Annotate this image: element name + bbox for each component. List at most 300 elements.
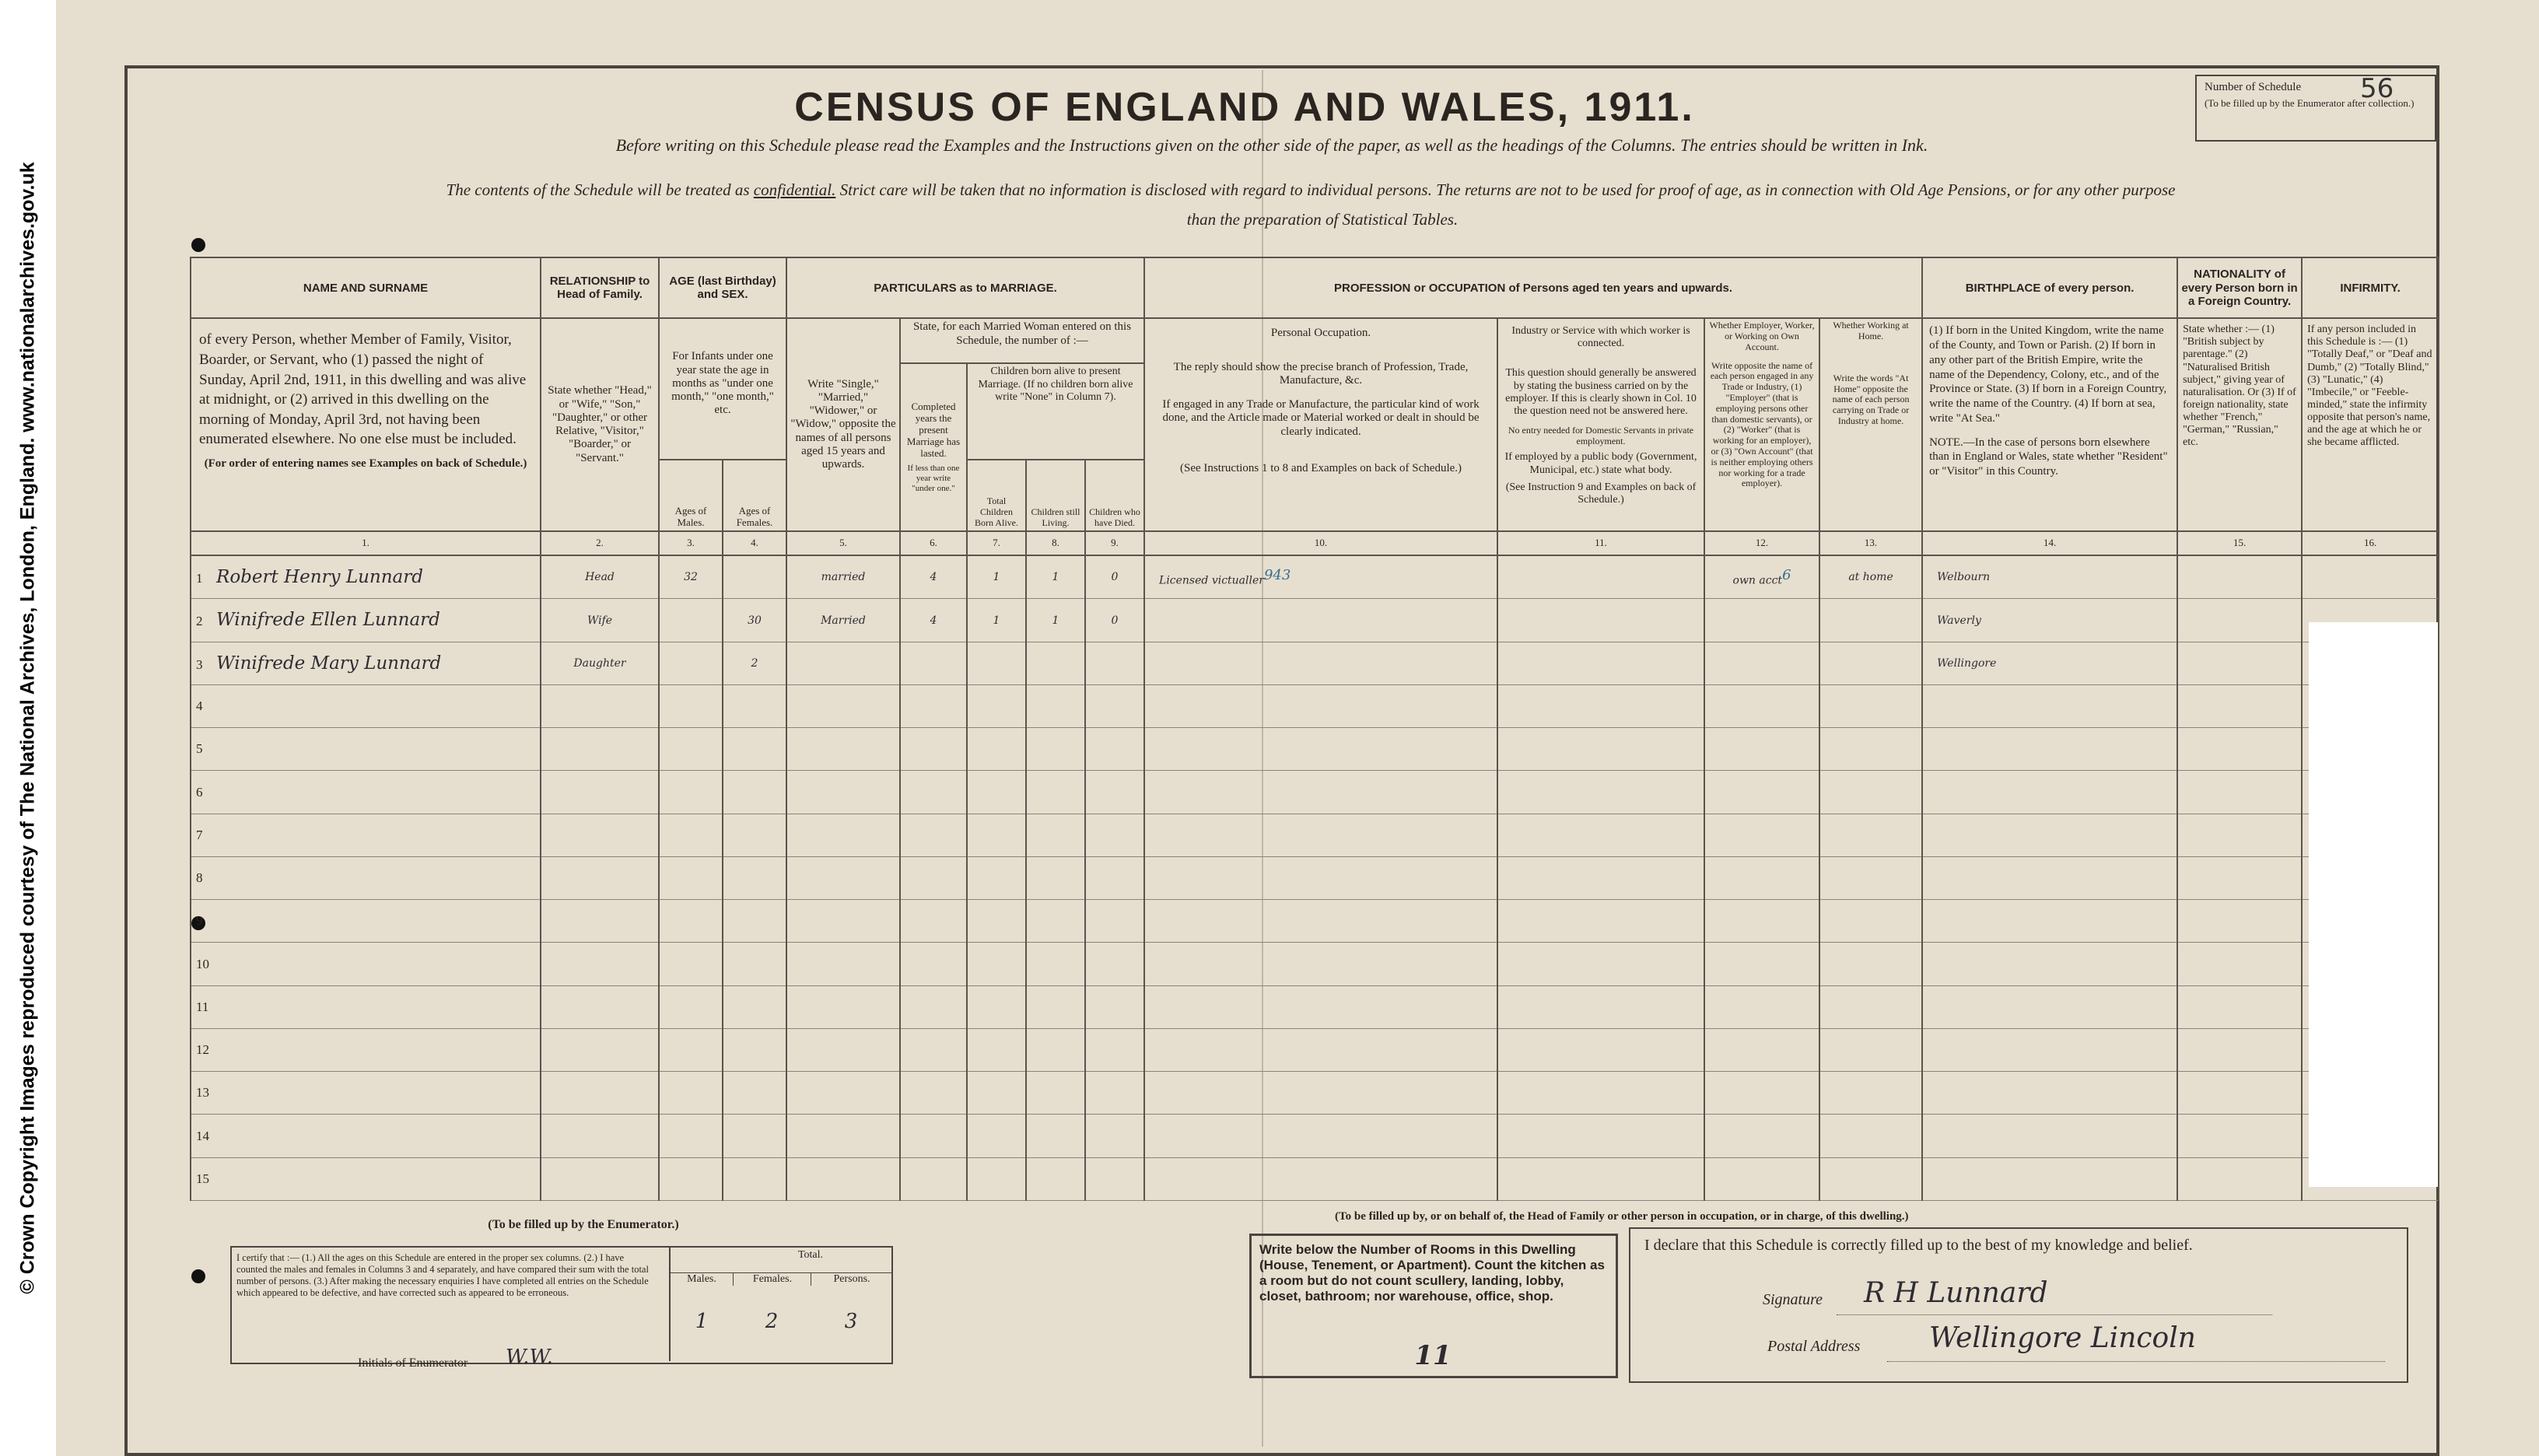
empty-cell xyxy=(659,684,723,727)
empty-cell xyxy=(900,1115,967,1157)
table-row xyxy=(191,555,2439,599)
birthplace-value: Welbourn xyxy=(1937,571,1991,584)
empty-cell xyxy=(1497,1157,1704,1200)
empty-cell xyxy=(1922,985,2177,1028)
empty-cell xyxy=(1026,943,1085,985)
empty-cell xyxy=(541,1072,659,1115)
empty-cell xyxy=(900,943,967,985)
table-row xyxy=(191,642,2439,684)
desc-industry-text: This question should generally be answered by stating the business carried on by the employer. If this is clearly shown in Col. 10 the question need not be answered here. xyxy=(1505,367,1697,417)
desc-occupation-trade: If engaged in any Trade or Manufacture, the particular kind of work done, and the Article made or Material worked or dealt in should be clearly indicated. xyxy=(1162,398,1480,438)
row-number: 4 xyxy=(196,698,203,714)
empty-cell xyxy=(1497,856,1704,899)
enumerator-initials-label: Initials of Enumerator xyxy=(358,1356,468,1370)
empty-cell xyxy=(1085,814,1144,856)
empty-cell xyxy=(1026,1115,1085,1157)
empty-cell xyxy=(1085,856,1144,899)
born-value: 1 xyxy=(993,614,1000,627)
born-value: 1 xyxy=(993,571,1000,584)
empty-cell xyxy=(1819,1072,1922,1115)
instruction-confidential-b: confidential. xyxy=(753,180,836,199)
name-cell xyxy=(191,1028,541,1071)
name-cell xyxy=(191,985,541,1028)
empty-cell xyxy=(659,728,723,771)
empty-cell xyxy=(723,900,786,943)
empty-cell xyxy=(786,985,900,1028)
empty-cell xyxy=(2177,814,2302,856)
column-number: 12. xyxy=(1704,531,1819,555)
empty-cell xyxy=(967,1072,1026,1115)
empty-cell xyxy=(1497,1072,1704,1115)
occupation-cell xyxy=(1144,642,1497,684)
row-number: 9 xyxy=(196,913,203,929)
instruction-confidential xyxy=(194,180,2427,200)
person-name: Winifrede Mary Lunnard xyxy=(216,653,442,674)
desc-name-text: of every Person, whether Member of Family, Visitor, Boarder, or Servant, who (1) passed the night of Sunday, April 2nd, 1911, in this dwelling and was alive at midnight, or (2) arrived in this dwelling on the morning of Monday, April 3rd, not having been enumerated elsewhere. No one else must be included. xyxy=(199,331,527,448)
column-number: 4. xyxy=(723,531,786,555)
age-male-value: 32 xyxy=(684,571,698,584)
empty-cell xyxy=(1497,943,1704,985)
died-cell xyxy=(1085,555,1144,599)
name-cell xyxy=(191,771,541,814)
empty-cell xyxy=(967,985,1026,1028)
empty-cell xyxy=(541,900,659,943)
person-name: Winifrede Ellen Lunnard xyxy=(216,610,440,631)
column-number: 5. xyxy=(786,531,900,555)
age-female-value: 30 xyxy=(748,614,762,627)
header-relationship: RELATIONSHIP to Head of Family. xyxy=(541,257,659,318)
died-value: 0 xyxy=(1111,614,1119,627)
table-row xyxy=(191,684,2439,727)
header-marriage: PARTICULARS as to MARRIAGE. xyxy=(786,257,1144,318)
relationship-value: Head xyxy=(585,571,615,584)
birthplace-cell xyxy=(1922,599,2177,642)
empty-cell xyxy=(1144,814,1497,856)
birthplace-value: Wellingore xyxy=(1937,656,1997,670)
row-number: 5 xyxy=(196,741,203,757)
name-cell xyxy=(191,1072,541,1115)
empty-cell xyxy=(967,814,1026,856)
empty-cell xyxy=(900,1028,967,1071)
relationship-cell xyxy=(541,599,659,642)
empty-cell xyxy=(541,943,659,985)
occupation-cell xyxy=(1144,599,1497,642)
empty-cell xyxy=(1085,900,1144,943)
living-value: 1 xyxy=(1052,571,1059,584)
relationship-value: Wife xyxy=(587,614,613,627)
employer-value: own acct xyxy=(1732,574,1783,587)
empty-cell xyxy=(1704,900,1819,943)
males-count: 1 xyxy=(695,1310,709,1333)
enumerator-initials: W.W. xyxy=(506,1346,553,1369)
occupation-code: 943 xyxy=(1263,566,1291,583)
rooms-text: Write below the Number of Rooms in this Dwelling (House, Tenement, or Apartment). Count the kitchen as a room but do not count scullery, landing, lobby, closet, bathroom; nor warehouse, office, shop. xyxy=(1259,1242,1605,1304)
home-cell xyxy=(1819,555,1922,599)
empty-cell xyxy=(1922,1072,2177,1115)
empty-cell xyxy=(723,856,786,899)
empty-cell xyxy=(1819,985,1922,1028)
empty-cell xyxy=(2302,555,2439,599)
empty-cell xyxy=(967,856,1026,899)
born-cell xyxy=(967,555,1026,599)
age-female-cell xyxy=(723,642,786,684)
empty-cell xyxy=(2177,856,2302,899)
desc-under-one: If less than one year write "under one." xyxy=(907,464,960,493)
desc-completed-years-text: Completed years the present Marriage has lasted. xyxy=(906,400,961,459)
living-cell xyxy=(1026,599,1085,642)
instruction-confidential-c: Strict care will be taken that no information is disclosed with regard to individual persons. The returns are not to be used for proof of age, as in connection with Old Age Pensions, or for any other purpose xyxy=(839,180,2176,199)
empty-cell xyxy=(659,814,723,856)
empty-cell xyxy=(786,900,900,943)
empty-cell xyxy=(2177,728,2302,771)
empty-cell xyxy=(1704,728,1819,771)
address-line xyxy=(1887,1361,2385,1362)
schedule-number: 56 xyxy=(2360,73,2394,104)
empty-cell xyxy=(1085,1028,1144,1071)
empty-cell xyxy=(900,856,967,899)
column-number: 13. xyxy=(1819,531,1922,555)
desc-children-living: Children still Living. xyxy=(1026,460,1085,531)
declaration-box xyxy=(1629,1227,2408,1383)
empty-cell xyxy=(659,771,723,814)
header-nationality: NATIONALITY of every Person born in a Foreign Country. xyxy=(2177,257,2302,318)
desc-employer-text: Write opposite the name of each person engaged in any Trade or Industry, (1) "Employer" (that is employing persons other than domestic servants), or (2) "Worker" (that is working for an employer), or (3) "Own Account" (that is neither employing others nor working for a trade employer). xyxy=(1710,359,1814,489)
schedule-label: Number of Schedule xyxy=(2205,81,2302,93)
row-number: 7 xyxy=(196,827,203,842)
empty-cell xyxy=(1085,728,1144,771)
born-cell xyxy=(967,599,1026,642)
empty-cell xyxy=(967,728,1026,771)
empty-cell xyxy=(1819,1028,1922,1071)
empty-cell xyxy=(1085,1072,1144,1115)
empty-cell xyxy=(1144,856,1497,899)
empty-cell xyxy=(1085,943,1144,985)
empty-cell xyxy=(900,684,967,727)
living-cell xyxy=(1026,555,1085,599)
empty-cell xyxy=(1922,1157,2177,1200)
empty-cell xyxy=(967,771,1026,814)
empty-cell xyxy=(541,814,659,856)
empty-cell xyxy=(967,1115,1026,1157)
empty-cell xyxy=(967,900,1026,943)
years-cell xyxy=(900,599,967,642)
empty-cell xyxy=(786,1072,900,1115)
empty-cell xyxy=(2177,555,2302,599)
empty-cell xyxy=(659,943,723,985)
empty-cell xyxy=(1922,1028,2177,1071)
address-value: Wellingore Lincoln xyxy=(1929,1322,2196,1354)
table-row xyxy=(191,771,2439,814)
desc-birthplace-text: (1) If born in the United Kingdom, write the name of the County, and Town or Parish. (2) If born in any other part of the British Empire, write the name of the Dependency, Colony, etc., and of the Province or State. (3) If born in a Foreign Country, write the name of the Country. (4) If born at sea, write "At Sea." xyxy=(1929,324,2167,425)
empty-cell xyxy=(2177,642,2302,684)
desc-children-born: Children born alive to present Marriage. (If no children born alive write "None" in Column 7). xyxy=(967,363,1144,460)
empty-cell xyxy=(1819,814,1922,856)
females-label: Females. xyxy=(733,1272,811,1286)
relationship-value: Daughter xyxy=(573,656,626,670)
instruction-ink: Before writing on this Schedule please read the Examples and the Instructions given on the other side of the paper, as well as the headings of the Columns. The entries should be written in Ink. xyxy=(615,135,1928,155)
table-row xyxy=(191,985,2439,1028)
empty-cell xyxy=(1704,684,1819,727)
signature-value: R H Lunnard xyxy=(1864,1277,2048,1309)
age-female-cell xyxy=(723,555,786,599)
desc-employer-title: Whether Employer, Worker, or Working on Own Account. xyxy=(1709,320,1815,352)
empty-cell xyxy=(2177,985,2302,1028)
desc-occupation-reply: The reply should show the precise branch of Profession, Trade, Manufacture, &c. xyxy=(1173,360,1469,387)
empty-cell xyxy=(723,985,786,1028)
desc-industry-public: If employed by a public body (Government, Municipal, etc.) state what body. xyxy=(1504,451,1697,476)
marriage-cell xyxy=(786,642,900,684)
name-cell xyxy=(191,555,541,599)
birthplace-cell xyxy=(1922,555,2177,599)
empty-cell xyxy=(541,771,659,814)
died-cell xyxy=(1085,599,1144,642)
desc-industry-title: Industry or Service with which worker is connected. xyxy=(1511,325,1690,350)
desc-home xyxy=(1819,318,1922,530)
name-cell xyxy=(191,728,541,771)
empty-cell xyxy=(1922,856,2177,899)
empty-cell xyxy=(1085,684,1144,727)
years-cell xyxy=(900,642,967,684)
signature-label: Signature xyxy=(1763,1291,1823,1308)
name-cell xyxy=(191,856,541,899)
empty-cell xyxy=(1144,684,1497,727)
table-row xyxy=(191,1072,2439,1115)
born-cell xyxy=(967,642,1026,684)
empty-cell xyxy=(1497,814,1704,856)
empty-cell xyxy=(2177,1157,2302,1200)
empty-cell xyxy=(1497,1028,1704,1071)
empty-cell xyxy=(1704,1072,1819,1115)
desc-industry-note: (See Instruction 9 and Examples on back of Schedule.) xyxy=(1505,481,1697,506)
schedule-note: (To be filled up by the Enumerator after collection.) xyxy=(2205,97,2415,109)
empty-cell xyxy=(1819,771,1922,814)
died-cell xyxy=(1085,642,1144,684)
empty-cell xyxy=(1144,1028,1497,1071)
table-row xyxy=(191,599,2439,642)
column-number: 14. xyxy=(1922,531,2177,555)
copyright-text: © Crown Copyright Images reproduced courtesy of The National Archives, London, England. www.nationalarchives.gov.uk xyxy=(16,162,39,1294)
empty-cell xyxy=(541,684,659,727)
instruction-statistical: than the preparation of Statistical Tables. xyxy=(1186,210,1459,229)
redaction-block xyxy=(2309,622,2438,1187)
empty-cell xyxy=(1497,985,1704,1028)
column-number: 6. xyxy=(900,531,967,555)
empty-cell xyxy=(659,1028,723,1071)
persons-count: 3 xyxy=(844,1310,858,1333)
employer-cell xyxy=(1704,599,1819,642)
desc-write-single: Write "Single," "Married," "Widower," or "Widow," opposite the names of all persons aged 15 years and upwards. xyxy=(786,318,900,530)
desc-ages-females: Ages of Females. xyxy=(723,460,786,531)
occupation-cell xyxy=(1144,555,1497,599)
row-number: 11 xyxy=(196,999,209,1014)
address-label: Postal Address xyxy=(1767,1338,1861,1355)
desc-total-children: Total Children Born Alive. xyxy=(967,460,1026,531)
empty-cell xyxy=(541,728,659,771)
empty-cell xyxy=(786,814,900,856)
empty-cell xyxy=(900,1072,967,1115)
home-cell xyxy=(1819,642,1922,684)
desc-children-died: Children who have Died. xyxy=(1085,460,1144,531)
census-table xyxy=(190,257,2439,1201)
empty-cell xyxy=(1819,684,1922,727)
empty-cell xyxy=(1819,856,1922,899)
desc-name-note: (For order of entering names see Examples on back of Schedule.) xyxy=(204,457,527,471)
persons-label: Persons. xyxy=(811,1272,892,1286)
employer-cell xyxy=(1704,642,1819,684)
empty-cell xyxy=(900,814,967,856)
home-value: at home xyxy=(1848,571,1893,584)
empty-cell xyxy=(2177,771,2302,814)
empty-cell xyxy=(1922,943,2177,985)
empty-cell xyxy=(1819,943,1922,985)
empty-cell xyxy=(1704,1157,1819,1200)
relationship-cell xyxy=(541,642,659,684)
schedule-number-box xyxy=(2195,75,2436,142)
empty-cell xyxy=(900,985,967,1028)
desc-ages-males: Ages of Males. xyxy=(659,460,723,531)
empty-cell xyxy=(1026,856,1085,899)
empty-cell xyxy=(723,1072,786,1115)
empty-cell xyxy=(723,814,786,856)
empty-cell xyxy=(541,1028,659,1071)
person-name: Robert Henry Lunnard xyxy=(216,567,423,588)
name-cell xyxy=(191,1157,541,1200)
row-number: 13 xyxy=(196,1085,209,1101)
desc-age: For Infants under one year state the age in months as "under one month," "one month," etc. xyxy=(659,318,786,460)
desc-occupation-note: (See Instructions 1 to 8 and Examples on back of Schedule.) xyxy=(1180,461,1462,474)
row-number: 6 xyxy=(196,784,203,800)
desc-birthplace-note: NOTE.—In the case of persons born elsewhere than in England or Wales, state whether "Resident" or "Visitor" in this Country. xyxy=(1929,436,2168,478)
rooms-count: 11 xyxy=(1414,1340,1452,1371)
column-number: 7. xyxy=(967,531,1026,555)
empty-cell xyxy=(1085,1115,1144,1157)
empty-cell xyxy=(1922,771,2177,814)
table-body xyxy=(191,555,2439,1200)
empty-cell xyxy=(541,856,659,899)
empty-cell xyxy=(1819,1115,1922,1157)
instruction-confidential-a: The contents of the Schedule will be treated as xyxy=(446,180,750,199)
empty-cell xyxy=(1819,728,1922,771)
enumerator-certify: I certify that :— (1.) All the ages on this Schedule are entered in the proper sex columns. (2.) I have counted the males and females in Columns 3 and 4 separately, and have compared their sum with the total number of persons. (3.) After making the necessary enquiries I have completed all entries on the Schedule which appeared to be defective, and have corrected such as appeared to be erroneous. xyxy=(236,1252,649,1298)
enumerator-totals xyxy=(669,1248,891,1361)
row-number: 8 xyxy=(196,870,203,886)
name-cell xyxy=(191,599,541,642)
column-number-row xyxy=(191,531,2439,555)
desc-industry-domestic: No entry needed for Domestic Servants in private employment. xyxy=(1508,424,1694,446)
column-number: 10. xyxy=(1144,531,1497,555)
birthplace-cell xyxy=(1922,642,2177,684)
row-number: 15 xyxy=(196,1171,209,1186)
header-birthplace: BIRTHPLACE of every person. xyxy=(1922,257,2177,318)
empty-cell xyxy=(1144,728,1497,771)
years-value: 4 xyxy=(930,614,937,627)
empty-cell xyxy=(1922,728,2177,771)
copyright-strip xyxy=(0,0,56,1456)
page-title: CENSUS OF ENGLAND AND WALES, 1911. xyxy=(794,85,1695,130)
occupation-value: Licensed victualler xyxy=(1159,574,1264,587)
table-row xyxy=(191,1028,2439,1071)
years-value: 4 xyxy=(930,571,937,584)
empty-cell xyxy=(2177,900,2302,943)
header-age: AGE (last Birthday) and SEX. xyxy=(659,257,786,318)
desc-married-woman: State, for each Married Woman entered on this Schedule, the number of :— xyxy=(900,318,1144,363)
column-number: 15. xyxy=(2177,531,2302,555)
row-number: 2 xyxy=(196,614,203,629)
empty-cell xyxy=(659,1157,723,1200)
home-cell xyxy=(1819,599,1922,642)
empty-cell xyxy=(900,771,967,814)
marriage-cell xyxy=(786,599,900,642)
empty-cell xyxy=(723,943,786,985)
column-number: 9. xyxy=(1085,531,1144,555)
empty-cell xyxy=(1704,771,1819,814)
name-cell xyxy=(191,642,541,684)
column-number: 11. xyxy=(1497,531,1704,555)
enumerator-box xyxy=(230,1246,893,1364)
column-number: 8. xyxy=(1026,531,1085,555)
head-heading: (To be filled up by, or on behalf of, the Head of Family or other person in occupation, or in charge, of this dwelling.) xyxy=(1335,1210,1909,1223)
living-cell xyxy=(1026,642,1085,684)
empty-cell xyxy=(967,1028,1026,1071)
empty-cell xyxy=(659,1115,723,1157)
empty-cell xyxy=(786,771,900,814)
empty-cell xyxy=(723,728,786,771)
living-value: 1 xyxy=(1052,614,1059,627)
desc-nationality: State whether :— (1) "British subject by parentage." (2) "Naturalised British subject," giving year of naturalisation. Or (3) If of foreign nationality, state whether "French," "German," "Russian," etc. xyxy=(2177,318,2302,530)
empty-cell xyxy=(1704,1028,1819,1071)
age-female-value: 2 xyxy=(751,656,758,670)
row-number: 12 xyxy=(196,1042,209,1058)
industry-cell xyxy=(1497,599,1704,642)
empty-cell xyxy=(2177,1072,2302,1115)
empty-cell xyxy=(1704,985,1819,1028)
desc-employer xyxy=(1704,318,1819,530)
empty-cell xyxy=(967,1157,1026,1200)
header-infirmity: INFIRMITY. xyxy=(2302,257,2439,318)
empty-cell xyxy=(786,684,900,727)
industry-cell xyxy=(1497,642,1704,684)
relationship-cell xyxy=(541,555,659,599)
empty-cell xyxy=(1026,684,1085,727)
table-row xyxy=(191,1157,2439,1200)
empty-cell xyxy=(1026,1157,1085,1200)
empty-cell xyxy=(1497,900,1704,943)
empty-cell xyxy=(1704,856,1819,899)
name-cell xyxy=(191,1115,541,1157)
empty-cell xyxy=(1085,985,1144,1028)
empty-cell xyxy=(1704,1115,1819,1157)
empty-cell xyxy=(967,943,1026,985)
column-number: 1. xyxy=(191,531,541,555)
empty-cell xyxy=(723,684,786,727)
males-label: Males. xyxy=(671,1272,733,1286)
enumerator-heading: (To be filled up by the Enumerator.) xyxy=(488,1218,679,1231)
table-row xyxy=(191,900,2439,943)
died-value: 0 xyxy=(1111,571,1119,584)
empty-cell xyxy=(723,1115,786,1157)
empty-cell xyxy=(1497,684,1704,727)
empty-cell xyxy=(541,985,659,1028)
desc-relationship: State whether "Head," or "Wife," "Son," "Daughter," or other Relative, "Visitor," "Boarder," or "Servant." xyxy=(541,318,659,530)
desc-name xyxy=(191,318,541,530)
empty-cell xyxy=(1026,985,1085,1028)
empty-cell xyxy=(2177,1115,2302,1157)
empty-cell xyxy=(723,1157,786,1200)
desc-home-title: Whether Working at Home. xyxy=(1833,320,1909,342)
employer-cell xyxy=(1704,555,1819,599)
empty-cell xyxy=(1497,1115,1704,1157)
empty-cell xyxy=(659,1072,723,1115)
